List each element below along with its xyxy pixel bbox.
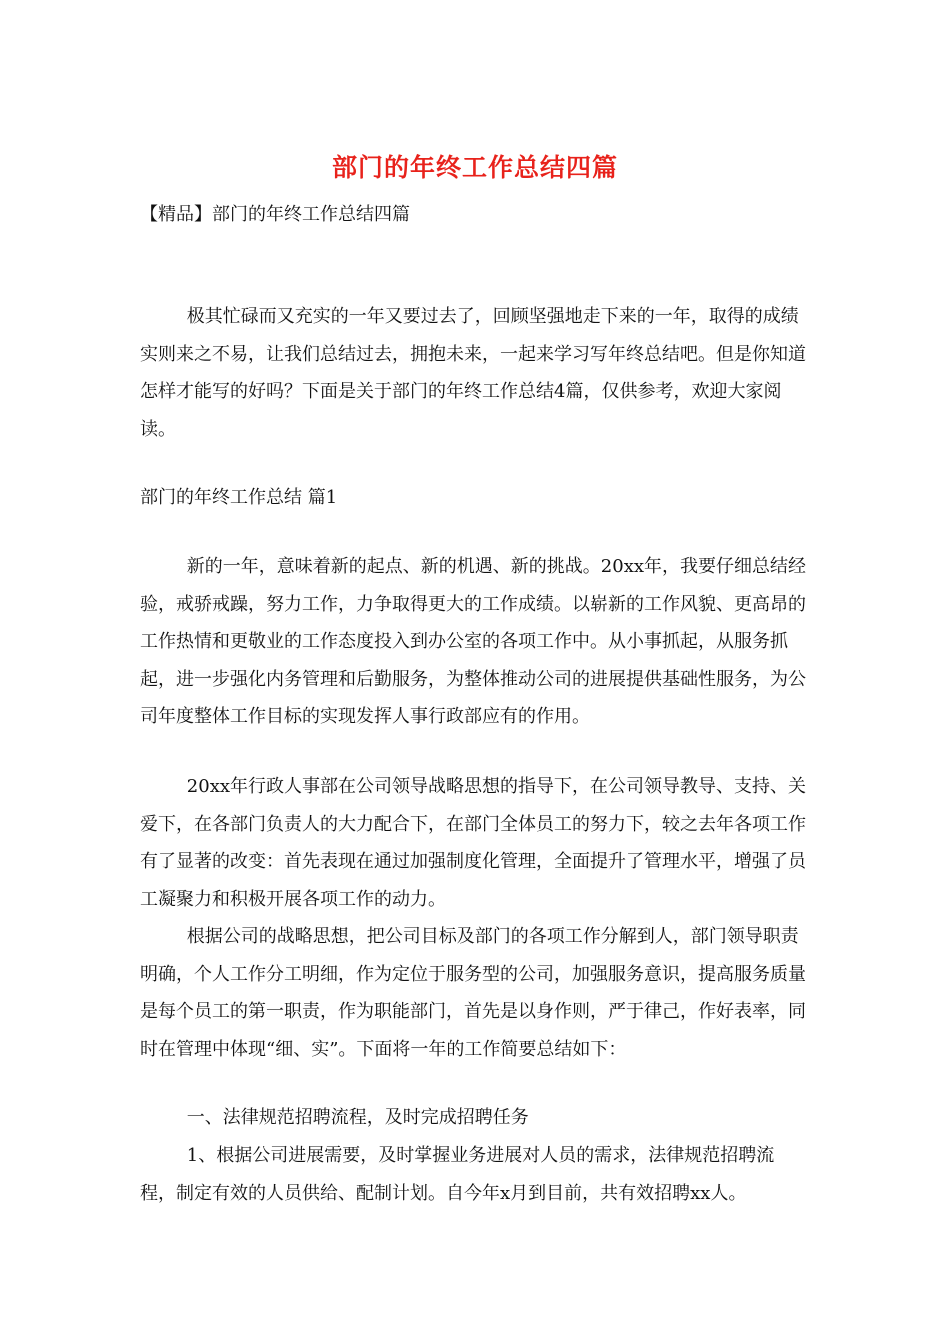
document-subtitle: 【精品】部门的年终工作总结四篇 [140, 204, 410, 225]
body-paragraph: 新的一年，意味着新的起点、新的机遇、新的挑战。20xx年，我要仔细总结经验，戒骄戒躁，努力工作，力争取得更大的工作成绩。以崭新的工作风貌、更高昂的工作热情和更敬业的工作态度投入到办公室的各项工作中。从小事抓起，从服务抓起，进一步强化内务管理和后勤服务，为整体推动公司的进展提供基础性服务，为公司年度整体工作目标的实现发挥人事行政部应有的作用。 [140, 556, 807, 728]
page-title: 部门的年终工作总结四篇 [331, 153, 618, 182]
body-paragraph: 20xx年行政人事部在公司领导战略思想的指导下，在公司领导教导、支持、关爱下，在各部门负责人的大力配合下，在部门全体员工的努力下，较之去年各项工作有了显著的改变：首先表现在通过加强制度化管理，全面提升了管理水平，增强了员工凝聚力和积极开展各项工作的动力。 [140, 776, 807, 910]
section-heading: 部门的年终工作总结 篇1 [140, 487, 338, 508]
subsection-heading: 一、法律规范招聘流程，及时完成招聘任务 [186, 1107, 529, 1128]
body-paragraph: 1、根据公司进展需要，及时掌握业务进展对人员的需求，法律规范招聘流程，制定有效的人员供给、配制计划。自今年x月到目前，共有效招聘xx人。 [140, 1145, 775, 1204]
body-paragraph: 根据公司的战略思想，把公司目标及部门的各项工作分解到人，部门领导职责明确，个人工作分工明细，作为定位于服务型的公司，加强服务意识，提高服务质量是每个员工的第一职责，作为职能部门，首先是以身作则，严于律己，作好表率，同时在管理中体现“细、实”。下面将一年的工作简要总结如下： [140, 926, 806, 1060]
intro-paragraph: 极其忙碌而又充实的一年又要过去了，回顾坚强地走下来的一年，取得的成绩实则来之不易，让我们总结过去，拥抱未来，一起来学习写年终总结吧。但是你知道怎样才能写的好吗？下面是关于部门的年终工作总结4篇，仅供参考，欢迎大家阅读。 [140, 306, 806, 440]
